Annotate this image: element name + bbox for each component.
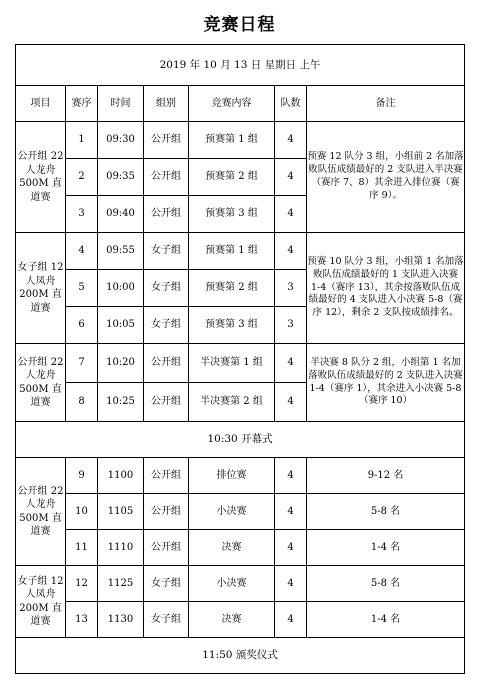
page-title: 竞赛日程: [203, 15, 276, 35]
opening-ceremony-line: 10:30 开幕式: [16, 422, 465, 458]
project-cell: 女子组 12 人凤舟 200M 直道赛: [16, 566, 66, 638]
content-cell: 决赛: [189, 602, 275, 638]
seq-cell: 12: [66, 566, 98, 602]
group-cell: 女子组: [144, 233, 189, 270]
time-cell: 1125: [98, 566, 144, 602]
content-cell: 决赛: [189, 530, 275, 566]
seq-cell: 4: [66, 233, 98, 270]
header-row: [16, 86, 465, 122]
table-row: [16, 602, 465, 638]
table-row: [16, 494, 465, 530]
header-group: 组别: [144, 86, 189, 122]
note-cell: 预赛 10 队分 3 组，小组第 1 名加落败队伍成绩最好的 1 支队进入决赛 1-4（赛序 13），其余按落败队伍成绩最好的 4 支队进入小决赛 5-8（赛序 12），剩余 2 支队按成绩排名。: [307, 233, 465, 344]
teams-cell: 4: [275, 233, 307, 270]
seq-cell: 8: [66, 383, 98, 422]
content-cell: 预赛第 1 组: [189, 233, 275, 270]
content-cell: 预赛第 1 组: [189, 122, 275, 159]
header-project: 项目: [16, 86, 66, 122]
project-cell: 女子组 12 人凤舟 200M 直道赛: [16, 233, 66, 344]
time-cell: 1130: [98, 602, 144, 638]
project-cell: 公开组 22 人龙舟 500M 直道赛: [16, 122, 66, 233]
group-cell: 女子组: [144, 270, 189, 307]
time-cell: 10:20: [98, 344, 144, 383]
table-row: [16, 233, 465, 270]
table-row: [16, 458, 465, 494]
teams-cell: 4: [275, 530, 307, 566]
note-cell: 1-4 名: [307, 530, 465, 566]
project-cell: 公开组 22 人龙舟 500M 直道赛: [16, 344, 66, 422]
content-cell: 预赛第 3 组: [189, 307, 275, 344]
content-cell: 半决赛第 2 组: [189, 383, 275, 422]
note-cell: 5-8 名: [307, 566, 465, 602]
group-cell: 公开组: [144, 122, 189, 159]
schedule-table: [15, 44, 465, 674]
content-cell: 小决赛: [189, 566, 275, 602]
teams-cell: 3: [275, 270, 307, 307]
time-cell: 09:35: [98, 159, 144, 196]
time-cell: 10:00: [98, 270, 144, 307]
teams-cell: 4: [275, 159, 307, 196]
note-cell: 预赛 12 队分 3 组，小组前 2 名加落败队伍成绩最好的 2 支队进入半决赛（赛序 7、8）其余进入排位赛（赛序 9）。: [307, 122, 465, 233]
seq-cell: 10: [66, 494, 98, 530]
content-cell: 小决赛: [189, 494, 275, 530]
date-line: 2019 年 10 月 13 日 星期日 上午: [16, 45, 465, 86]
project-cell: 公开组 22 人龙舟 500M 直道赛: [16, 458, 66, 566]
time-cell: 1105: [98, 494, 144, 530]
teams-cell: 4: [275, 494, 307, 530]
group-cell: 女子组: [144, 602, 189, 638]
table-row: [16, 344, 465, 383]
header-time: 时间: [98, 86, 144, 122]
group-cell: 公开组: [144, 458, 189, 494]
content-cell: 半决赛第 1 组: [189, 344, 275, 383]
time-cell: 09:30: [98, 122, 144, 159]
break-row: [16, 422, 465, 458]
award-ceremony-line: 11:50 颁奖仪式: [16, 638, 465, 674]
teams-cell: 4: [275, 196, 307, 233]
table-row: [16, 566, 465, 602]
seq-cell: 9: [66, 458, 98, 494]
teams-cell: 4: [275, 122, 307, 159]
content-cell: 排位赛: [189, 458, 275, 494]
seq-cell: 13: [66, 602, 98, 638]
teams-cell: 4: [275, 383, 307, 422]
header-teams: 队数: [275, 86, 307, 122]
group-cell: 公开组: [144, 494, 189, 530]
time-cell: 10:25: [98, 383, 144, 422]
group-cell: 公开组: [144, 344, 189, 383]
group-cell: 女子组: [144, 566, 189, 602]
seq-cell: 11: [66, 530, 98, 566]
date-row: [16, 45, 465, 86]
teams-cell: 3: [275, 307, 307, 344]
seq-cell: 6: [66, 307, 98, 344]
group-cell: 公开组: [144, 530, 189, 566]
table-row: [16, 530, 465, 566]
teams-cell: 4: [275, 602, 307, 638]
content-cell: 预赛第 3 组: [189, 196, 275, 233]
time-cell: 1100: [98, 458, 144, 494]
seq-cell: 2: [66, 159, 98, 196]
teams-cell: 4: [275, 344, 307, 383]
time-cell: 09:55: [98, 233, 144, 270]
note-cell: 半决赛 8 队分 2 组，小组第 1 名加落败队伍成绩最好的 2 支队进入决赛 1-4（赛序 1），其余进入小决赛 5-8（赛序 10）: [307, 344, 465, 422]
header-seq: 赛序: [66, 86, 98, 122]
teams-cell: 4: [275, 566, 307, 602]
seq-cell: 1: [66, 122, 98, 159]
content-cell: 预赛第 2 组: [189, 270, 275, 307]
teams-cell: 4: [275, 458, 307, 494]
header-content: 竞赛内容: [189, 86, 275, 122]
seq-cell: 5: [66, 270, 98, 307]
seq-cell: 7: [66, 344, 98, 383]
break-row: [16, 638, 465, 674]
note-cell: 5-8 名: [307, 494, 465, 530]
group-cell: 公开组: [144, 383, 189, 422]
table-row: [16, 122, 465, 159]
group-cell: 公开组: [144, 196, 189, 233]
time-cell: 10:05: [98, 307, 144, 344]
content-cell: 预赛第 2 组: [189, 159, 275, 196]
note-cell: 9-12 名: [307, 458, 465, 494]
group-cell: 女子组: [144, 307, 189, 344]
time-cell: 09:40: [98, 196, 144, 233]
seq-cell: 3: [66, 196, 98, 233]
note-cell: 1-4 名: [307, 602, 465, 638]
group-cell: 公开组: [144, 159, 189, 196]
time-cell: 1110: [98, 530, 144, 566]
header-note: 备注: [307, 86, 465, 122]
